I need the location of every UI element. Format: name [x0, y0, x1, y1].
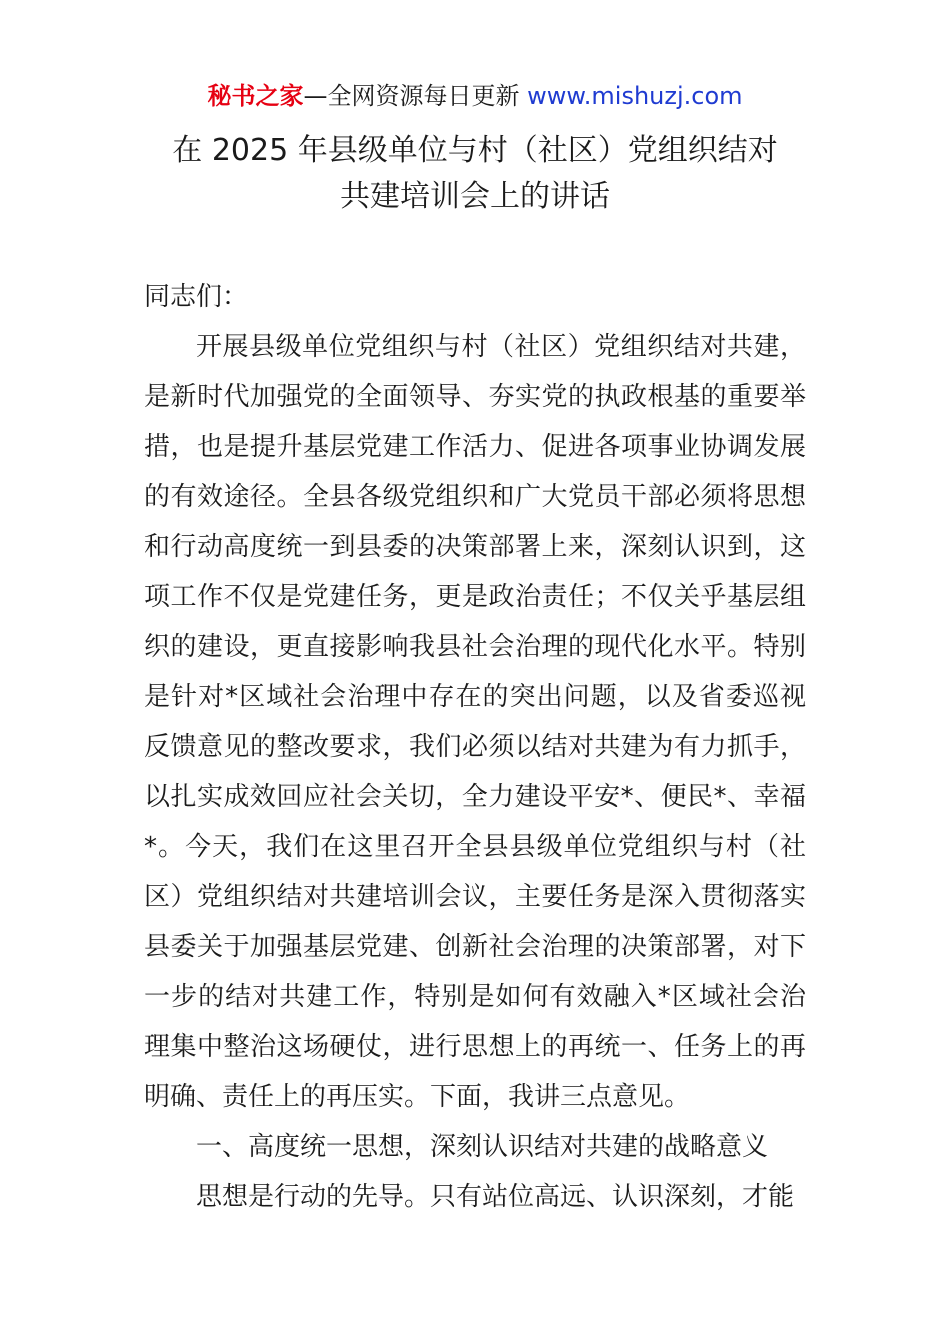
site-url-link[interactable]: www.mishuzj.com	[527, 82, 743, 110]
paragraph-1: 开展县级单位党组织与村（社区）党组织结对共建，是新时代加强党的全面领导、夯实党的执政根基的重要举措，也是提升基层党建工作活力、促进各项事业协调发展的有效途径。全县各级党组织和广大党员干部必须将思想和行动高度统一到县委的决策部署上来，深刻认识到，这项工作不仅是党建任务，更是政治责任；不仅关乎基层组织的建设，更直接影响我县社会治理的现代化水平。特别是针对*区域社会治理中存在的突出问题，以及省委巡视反馈意见的整改要求，我们必须以结对共建为有力抓手，以扎实成效回应社会关切，全力建设平安*、便民*、幸福*。今天，我们在这里召开全县县级单位党组织与村（社区）党组织结对共建培训会议，主要任务是深入贯彻落实县委关于加强基层党建、创新社会治理的决策部署，对下一步的结对共建工作，特别是如何有效融入*区域社会治理集中整治这场硬仗，进行思想上的再统一、任务上的再明确、责任上的再压实。下面，我讲三点意见。	[144, 332, 806, 1112]
title-line-1: 在 2025 年县级单位与村（社区）党组织结对	[172, 133, 778, 168]
site-header	[0, 80, 950, 112]
site-slogan: —全网资源每日更新	[303, 82, 528, 110]
title-line-2: 共建培训会上的讲话	[340, 179, 610, 214]
section-1-text: 思想是行动的先导。只有站位高远、认识深刻，才能	[196, 1182, 795, 1212]
greeting: 同志们：	[144, 282, 249, 312]
document-body	[144, 272, 806, 1222]
document-title	[0, 128, 950, 220]
section-heading-1: 一、高度统一思想，深刻认识结对共建的战略意义	[196, 1132, 769, 1162]
site-name: 秘书之家	[207, 82, 304, 110]
